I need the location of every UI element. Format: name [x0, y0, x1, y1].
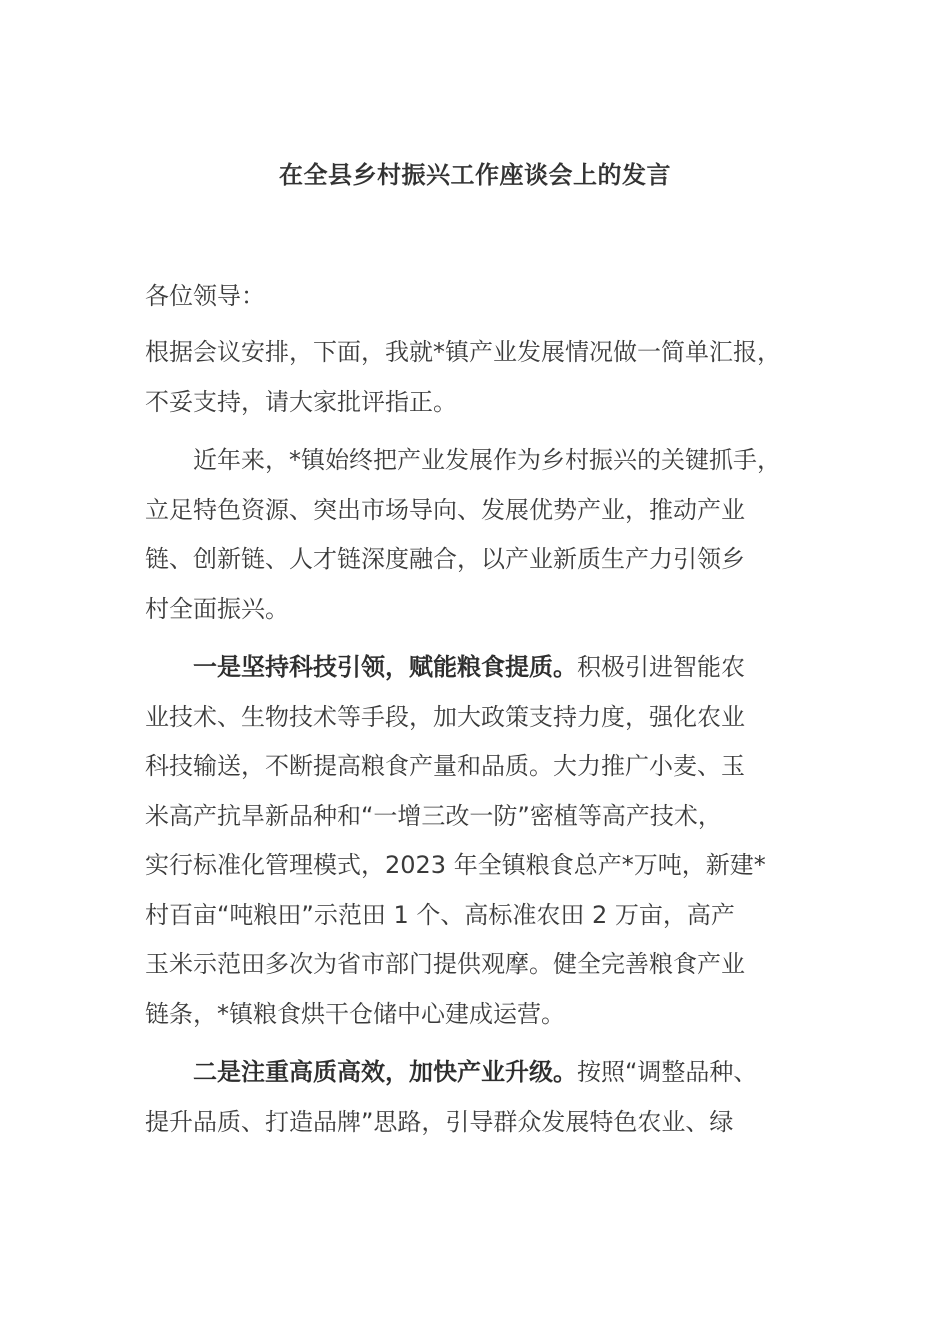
paragraph-line: 不妥支持，请大家批评指正。: [145, 387, 457, 416]
paragraph-point-one: [145, 643, 815, 1039]
paragraph-point-two: [145, 1048, 815, 1147]
paragraph-line: 实行标准化管理模式，2023 年全镇粮食总产*万吨，新建*: [145, 851, 766, 879]
paragraph-intro: [145, 328, 815, 427]
point-heading: 一是坚持科技引领，赋能粮食提质。: [145, 653, 577, 681]
paragraph-line: 业技术、生物技术等手段，加大政策支持力度，强化农业: [145, 702, 745, 731]
paragraph-text: 按照“调整品种、: [577, 1058, 758, 1086]
paragraph-line: 玉米示范田多次为省市部门提供观摩。健全完善粮食产业: [145, 950, 745, 978]
document-title: 在全县乡村振兴工作座谈会上的发言: [279, 161, 671, 189]
paragraph-line: 链条，*镇粮食烘干仓储中心建成运营。: [145, 999, 565, 1028]
paragraph-line: 提升品质、打造品牌”思路，引导群众发展特色农业、绿: [145, 1107, 734, 1136]
paragraph-line: 村百亩“吨粮田”示范田 1 个、高标准农田 2 万亩，高产: [145, 900, 735, 929]
paragraph-line: 根据会议安排，下面，我就*镇产业发展情况做一简单汇报，: [145, 338, 781, 366]
paragraph-line: 科技输送，不断提高粮食产量和品质。大力推广小麦、玉: [145, 752, 745, 780]
point-heading: 二是注重高质高效，加快产业升级。: [145, 1058, 577, 1086]
paragraph-line: 链、创新链、人才链深度融合，以产业新质生产力引领乡: [145, 545, 745, 573]
paragraph-line: 米高产抗旱新品种和“一增三改一防”密植等高产技术，: [145, 801, 722, 830]
paragraph-overview: [145, 436, 815, 634]
paragraph-line: 立足特色资源、突出市场导向、发展优势产业，推动产业: [145, 495, 745, 524]
paragraph-line: 村全面振兴。: [145, 594, 289, 623]
paragraph-text: 积极引进智能农: [577, 653, 745, 681]
paragraph-line: [145, 1048, 815, 1098]
salutation: 各位领导：: [145, 282, 265, 310]
paragraph-line: [145, 643, 815, 693]
paragraph-line: 近年来，*镇始终把产业发展作为乡村振兴的关键抓手，: [145, 446, 781, 474]
